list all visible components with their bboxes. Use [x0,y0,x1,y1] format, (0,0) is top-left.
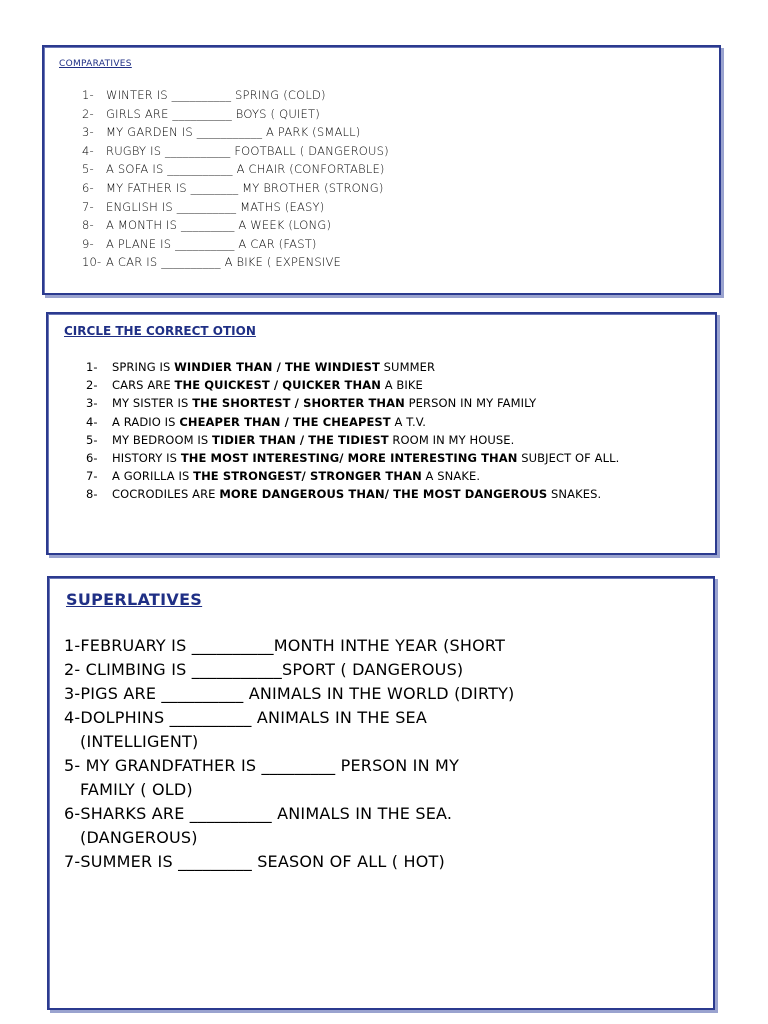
item-text-before: SPRING IS [112,360,175,374]
item-number: 4- [86,414,98,429]
item-options: MORE DANGEROUS THAN/ THE MOST DANGEROUS [219,487,548,502]
comparatives-box [42,45,721,295]
item-options: THE QUICKEST / QUICKER THAN [174,378,381,393]
list-item [86,485,711,503]
list-item [64,682,704,706]
item-text: A PLANE IS __________ A CAR (FAST) [106,236,317,251]
item-text-before: MY BEDROOM IS [112,432,213,447]
item-text: 7-SUMMER IS _________ SEASON OF ALL ( HOT) [64,852,445,871]
item-text: ENGLISH IS __________ MATHS (EASY) [106,199,325,214]
superlatives-heading: SUPERLATIVES [66,590,203,609]
item-number: 3- [82,125,94,140]
list-item [86,358,711,376]
list-item [86,467,711,485]
list-item [82,198,389,217]
item-number: 1- [82,88,94,102]
item-text: 1-FEBRUARY IS __________MONTH INTHE YEAR (SHORT [64,636,506,655]
item-number: 4- [82,143,94,158]
item-number: 6- [86,451,98,466]
item-text: 3-PIGS ARE __________ ANIMALS IN THE WORLD (DIRTY) [64,684,515,703]
item-number: 8- [86,487,98,502]
item-options: WINDIER THAN / THE WINDIEST [174,360,380,374]
list-item [82,123,389,142]
list-item [64,802,704,850]
circle-option-box [46,312,717,555]
item-number: 2- [82,106,94,121]
list-item [82,142,389,161]
item-text-after: A T.V. [390,414,426,429]
item-options: TIDIER THAN / THE TIDIEST [212,432,389,447]
item-text: 6-SHARKS ARE __________ ANIMALS IN THE SEA. [64,804,453,823]
superlatives-box [47,576,715,1010]
item-text-before: CARS ARE [112,378,175,393]
item-text-after: A SNAKE. [421,469,481,484]
superlatives-list [64,634,704,874]
item-text: MY GARDEN IS ___________ A PARK (SMALL) [106,125,361,140]
circle-option-list [86,358,711,504]
list-item [64,706,704,754]
item-number: 1- [86,360,98,374]
item-text: 2- CLIMBING IS ___________SPORT ( DANGEROUS) [64,660,464,679]
item-hint: (DANGEROUS) [80,828,198,847]
item-text: A CAR IS __________ A BIKE ( EXPENSIVE [106,255,341,270]
item-number: 8- [82,218,94,233]
item-text-after: PERSON IN MY FAMILY [404,396,537,411]
list-item [86,449,711,467]
item-text-after: SUBJECT OF ALL. [517,451,620,466]
item-text-before: HISTORY IS [112,451,181,466]
list-item [64,850,704,874]
item-options: CHEAPER THAN / THE CHEAPEST [179,414,391,429]
item-text: WINTER IS __________ SPRING (COLD) [106,88,326,102]
item-text-before: A GORILLA IS [112,469,194,484]
item-text-after: SNAKES. [547,487,602,502]
item-text: 5- MY GRANDFATHER IS _________ PERSON IN MY [64,756,460,775]
item-text-before: A RADIO IS [112,414,180,429]
list-item [82,216,389,235]
circle-option-heading: CIRCLE THE CORRECT OTION [64,324,256,338]
list-item [64,634,704,658]
list-item [82,235,389,254]
item-text: RUGBY IS ___________ FOOTBALL ( DANGEROUS) [106,143,389,158]
item-text: A SOFA IS ___________ A CHAIR (CONFORTABLE) [106,162,385,177]
list-item [82,160,389,179]
item-number: 3- [86,396,98,411]
list-item [64,658,704,682]
list-item [82,86,389,105]
list-item [86,413,711,431]
item-text-after: SUMMER [379,360,436,374]
item-hint: (INTELLIGENT) [80,732,199,751]
item-hint: FAMILY ( OLD) [80,780,193,799]
item-text-after: ROOM IN MY HOUSE. [388,432,515,447]
item-text: 4-DOLPHINS __________ ANIMALS IN THE SEA [64,708,427,727]
item-options: THE MOST INTERESTING/ MORE INTERESTING THAN [180,451,518,466]
item-text: MY FATHER IS ________ MY BROTHER (STRONG) [106,180,384,195]
item-number: 7- [86,469,98,484]
item-text-after: A BIKE [380,378,423,393]
list-item [64,754,704,802]
item-options: THE SHORTEST / SHORTER THAN [192,396,405,411]
item-number: 5- [82,162,94,177]
item-number: 7- [82,199,94,214]
item-text-before: MY SISTER IS [112,396,193,411]
list-item [86,394,711,412]
list-item [86,431,711,449]
item-number: 6- [82,180,94,195]
list-item [86,376,711,394]
comparatives-list [82,86,389,272]
item-number: 10- [82,255,102,270]
comparatives-heading: COMPARATIVES [59,59,132,69]
item-number: 2- [86,378,98,393]
list-item [82,179,389,198]
item-text-before: COCRODILES ARE [112,487,220,502]
list-item [82,253,389,272]
item-text: A MONTH IS _________ A WEEK (LONG) [106,218,332,233]
item-options: THE STRONGEST/ STRONGER THAN [193,469,422,484]
list-item [82,105,389,124]
item-number: 5- [86,432,98,447]
item-text: GIRLS ARE __________ BOYS ( QUIET) [106,106,320,121]
item-number: 9- [82,236,94,251]
